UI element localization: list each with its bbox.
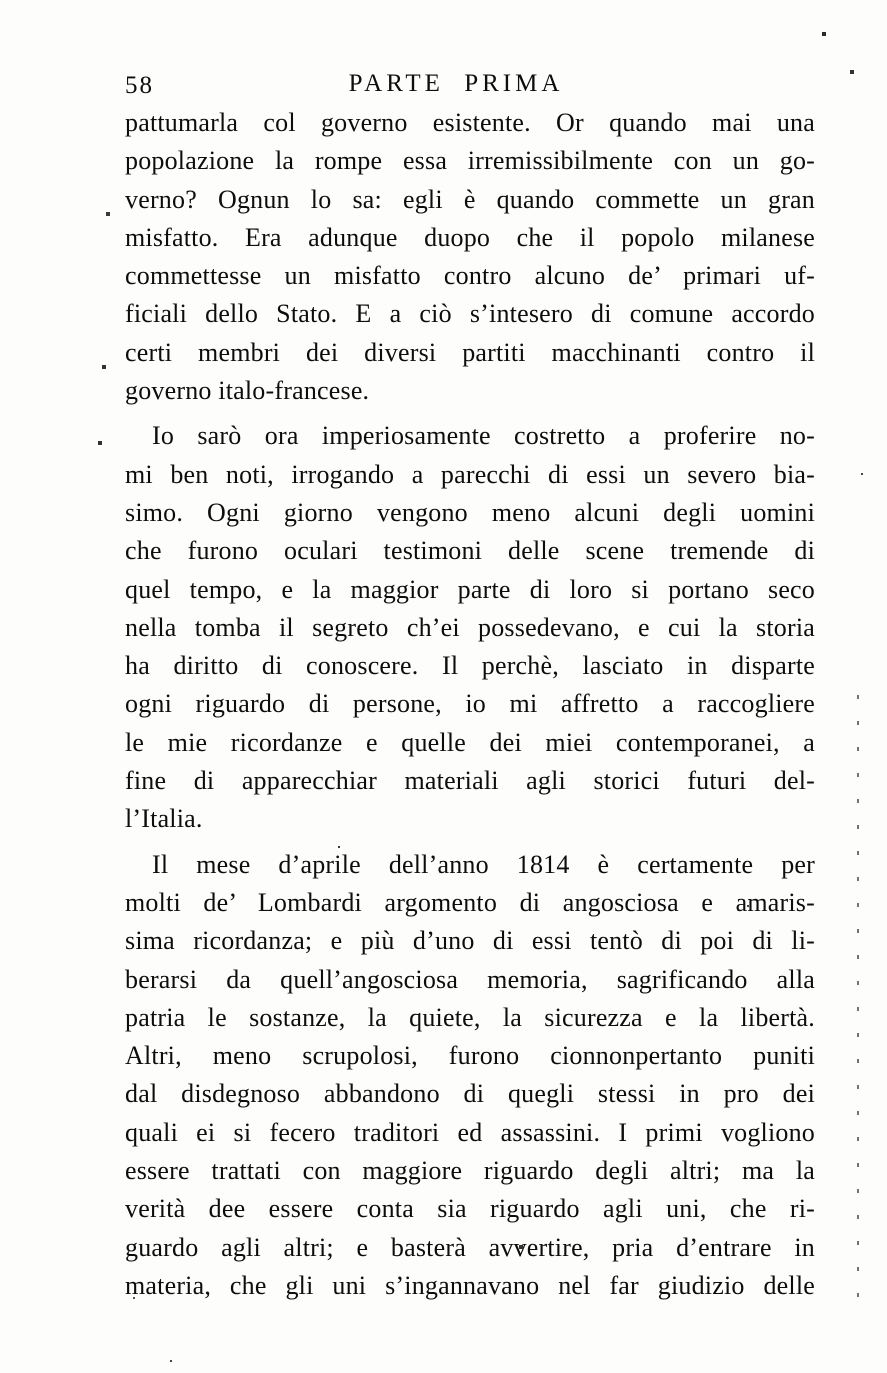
text-line: sima ricordanza; e più d’uno di essi tentò di poi di li- — [125, 926, 815, 956]
text-line: guardo agli altri; e basterà avvertire, pria d’entrare in — [125, 1232, 815, 1262]
text-line: certi membri dei diversi partiti macchinanti contro il — [125, 337, 815, 367]
text-line: mi ben noti, irrogando a parecchi di essi un severo bia- — [125, 459, 815, 489]
text-line: simo. Ogni giorno vengono meno alcuni degli uomini — [125, 497, 815, 527]
paragraph — [125, 417, 815, 838]
page-number: 58 — [125, 72, 154, 99]
text-line: ogni riguardo di persone, io mi affretto a raccogliere — [125, 689, 815, 719]
page-edge-artifact — [857, 695, 859, 1310]
text-line: dal disdegnoso abbandono di quegli stessi in pro dei — [125, 1079, 815, 1109]
text-line: popolazione la rompe essa irremissibilmente con un go- — [125, 146, 815, 176]
body-text — [125, 104, 815, 1305]
text-line: fine di apparecchiar materiali agli storici futuri del- — [125, 766, 815, 796]
text-line: Altri, meno scrupolosi, furono cionnonpertanto puniti — [125, 1041, 815, 1071]
text-line: quali ei si fecero traditori ed assassini. I primi vogliono — [125, 1117, 815, 1147]
text-line: verno? Ognun lo sa: egli è quando commette un gran — [125, 184, 815, 214]
text-line: materia, che gli uni s’ingannavano nel far giudizio delle — [125, 1270, 815, 1300]
text-line: ha diritto di conoscere. Il perchè, lasciato in disparte — [125, 651, 815, 681]
text-line: Io sarò ora imperiosamente costretto a proferire no- — [152, 421, 815, 451]
text-line: essere trattati con maggiore riguardo degli altri; ma la — [125, 1156, 815, 1186]
text-line: le mie ricordanze e quelle dei miei contemporanei, a — [125, 727, 815, 757]
text-line: quel tempo, e la maggior parte di loro si portano seco — [125, 574, 815, 604]
text-line: Il mese d’aprile dell’anno 1814 è certamente per — [152, 849, 815, 879]
text-line: governo italo-francese. — [125, 376, 370, 406]
text-line: l’Italia. — [125, 804, 203, 834]
text-line: nella tomba il segreto ch’ei possedevano, e cui la storia — [125, 612, 815, 642]
text-line: patria le sostanze, la quiete, la sicurezza e la libertà. — [125, 1002, 815, 1032]
text-line: che furono oculari testimoni delle scene tremende di — [125, 536, 815, 566]
scan-speckles — [0, 0, 2, 2]
running-title: PARTE PRIMA — [348, 70, 564, 97]
text-line: ficiali dello Stato. E a ciò s’intesero di comune accordo — [125, 299, 815, 329]
text-line: verità dee essere conta sia riguardo agli uni, che ri- — [125, 1194, 815, 1224]
text-line: pattumarla col governo esistente. Or quando mai una — [125, 108, 815, 137]
text-line: commettesse un misfatto contro alcuno de’ primari uf- — [125, 261, 815, 291]
text-line: misfatto. Era adunque duopo che il popolo milanese — [125, 222, 815, 252]
paragraph — [125, 104, 815, 410]
text-line: berarsi da quell’angosciosa memoria, sagrificando alla — [125, 964, 815, 994]
paragraph — [125, 846, 815, 1306]
text-line: molti de’ Lombardi argomento di angosciosa e amaris- — [125, 887, 815, 917]
page-header — [125, 70, 815, 102]
